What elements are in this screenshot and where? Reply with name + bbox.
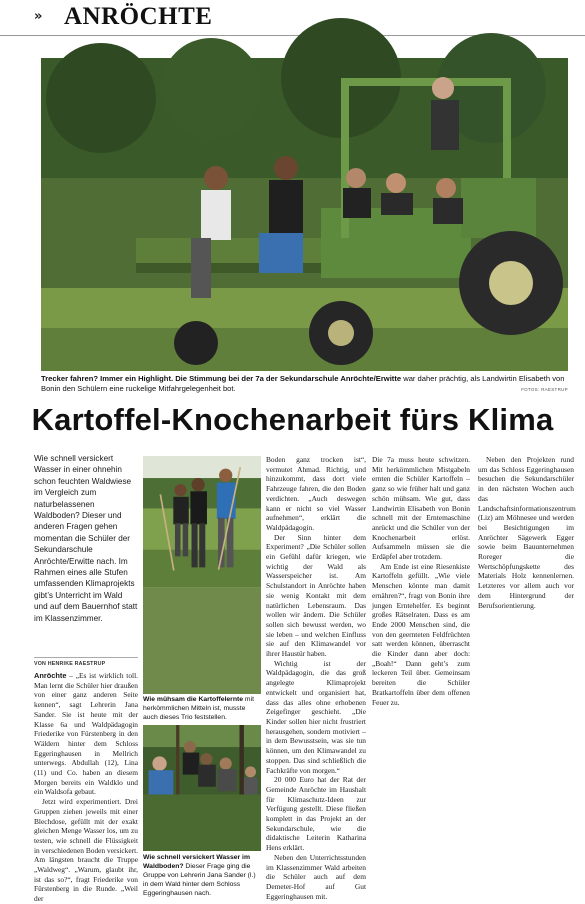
forest-photo-illustration — [143, 725, 261, 794]
harvest-photo-illustration — [143, 456, 261, 587]
body-column-3 — [372, 455, 470, 707]
paragraph: Neben den Projekten rund um das Schloss Eggeringhausen besuchen die Sekundarschüler in den nächsten Wochen auch das Landschaftsinformationszentrum (Liz) am Möhnesee und werden bei Besichtigungen im Anröchter Sägewerk Egger sowie beim Bauunternehmen Roreger die Wertschöpfungskette des Materials Holz kennenlernen. Letzteres vor allem auch vor dem Hintergrund der Berufsorientierung. — [478, 455, 576, 610]
section-header — [0, 0, 585, 36]
paragraph: Der Sinn hinter dem Experiment? „Die Schüler sollen ein Gefühl dafür kriegen, wie wichtig der Wald als Wasserspeicher ist. Am Schulstandort in Anröchte haben sie wenig Kontakt mit dem natürlichen Lebensraum. Das wollen wir ändern. Die Schüler sollen sich bewusst werden, wo sie leben – und welchen Einfluss sie auf den Klimawandel vor ihrer Haustür haben. — [266, 532, 366, 659]
paragraph: Die 7a muss heute schwitzen. Mit herkömmlichen Mistgabeln ernten die Schüler Kartoffeln – ganz so wie früher halt und ganz schön mühsam. Wie gut, dass Landwirtin Elisabeth von Bonin schnell mit der Erntemaschine anrückt und die Schüler von der Knochenarbeit erlöst. Aufsammeln müssen sie die Erdäpfel aber trotzdem. — [372, 455, 470, 562]
paragraph: Anröchte – „Es ist wirklich toll. Man lernt die Schüler hier draußen von einer ganz anderen Seite kennen“, sagt Lehrerin Jana Sander. Sie ist heute mit der Klasse 6a und Waldpädagogin Friederike von Fürstenberg in den Wäldern hinter dem Schloss Eggeringhausen in Mellrich unterwegs. Abdullah (12), Lina (11) und Co. haben an diesem Morgen bereits ein Waldklo und ein Waldsofa gebaut. — [34, 671, 138, 797]
paragraph: Neben den Unterrichtsstunden im Klassenzimmer Wald arbeiten die Schüler auch auf dem Demeter-Hof auf Gut Eggeringhausen mit. — [266, 852, 366, 901]
paragraph: 20 000 Euro hat der Rat der Gemeinde Anröchte im Haushalt für Klimaschutz-Ideen zur Verfügung gestellt. Diese fließen komplett in das Projekt an der Sekundarschule, wie die didaktische Leiterin Katharina Hens erklärt. — [266, 775, 366, 853]
tractor-photo-illustration — [41, 58, 568, 371]
forest-water-photo — [143, 725, 261, 851]
caption-bold: Trecker fahren? Immer ein Highlight. Die Stimmung bei der 7a der Sekundarschule Anröchte/Erwitte — [41, 374, 402, 383]
forest-photo-caption: Wie schnell versickert Wasser im Waldboden? Dieser Frage ging die Gruppe von Lehrerin Jana Sander (l.) in dem Wald hinter dem Schloss Eggeringhausen nach. — [143, 854, 256, 897]
body-column-2 — [266, 455, 366, 901]
potato-harvest-photo — [143, 456, 261, 694]
paragraph: Jetzt wird experimentiert. Drei Gruppen ziehen jeweils mit einer Blechdose, gefüllt mit der exakt gleichen Menge Wasser los, um zu testen, wie schnell die Flüssigkeit in verschiedenen Boden versickert. Am längsten braucht die Truppe „Waldweg“. „Warum, glaubt ihr, ist das so?“, fragt Friederike von Fürstenberg in die Runde. „Weil der — [34, 797, 138, 904]
body-column-4 — [478, 455, 574, 610]
paragraph: Am Ende ist eine Riesenkiste Kartoffeln gefüllt. „Wie viele Menschen könnte man damit ernähren?“, fragt von Bonin ihre jungen Erntehelfer. Es beginnt großes Rätselraten. Dass es am Ende 2000 Menschen sind, die von den geernteten Feldfrüchten satt werden können, überrascht die Kinder dann aber doch: „Boah!“ Dann geht’s zum leckeren Teil über. Gemeinsam bereiten die Schüler Bratkartoffeln über dem offenen Feuer zu. — [372, 561, 470, 707]
section-title: ANRÖCHTE — [64, 3, 213, 30]
photo-credit: FOTOS: RAESTRUP — [521, 387, 568, 392]
article-author: VON HENRIKE RAESTRUP — [34, 661, 106, 667]
main-photo-caption — [41, 374, 568, 394]
dateline: Anröchte — [34, 671, 67, 680]
chevron-icon: » — [34, 9, 43, 24]
paragraph: Wichtig ist der Waldpädagogin, die das groß angelegte Klimaprojekt entwickelt und organisiert hat, dass das alles ohne erhobenen Zeigefinger geschieht. „Die Kinder sollen hier nicht frustriert herausgehen, sondern motiviert – in dem Bewusstsein, was sie tun können, um den Klimawandel zu stoppen. Das sind schließlich die Fachkräfte von morgen.“ — [266, 658, 366, 775]
body-column-1 — [34, 671, 138, 904]
article-lead: Wie schnell versickert Wasser in einer ohnehin schon feuchten Waldwiese im Vergleich zum naturbelassenen Waldboden? Dieser und anderen Fragen gehen momentan die Schüler der Sekundarschule Anröchte/Erwitte nach. Im Rahmen eines alle Stufen umfassenden Klimaprojekts gibt’s Unterricht im Wald und auf dem Bauernhof statt im Klassenzimmer. — [34, 454, 138, 623]
article-headline: Kartoffel-Knochenarbeit fürs Klima — [31, 402, 554, 437]
author-divider — [34, 657, 138, 658]
harvest-photo-caption: Wie mühsam die Kartoffelernte mit herkömmlichen Mitteln ist, musste auch dieses Trio feststellen. — [143, 696, 254, 721]
paragraph: Boden ganz trocken ist“, vermutet Ahmad. Richtig, und hinzukommt, dass dort viele Fahrzeuge fahren, die den Boden verdichten. „Auch deswegen kann er nicht so viel Wasser aufnehmen“, erklärt die Waldpädagogin. — [266, 455, 366, 532]
caption-text: war daher prächtig, als Landwirtin Elisabeth von Bonin den Schülern eine ruckelige Mitfahrgelegenheit bot. — [41, 374, 565, 393]
main-photo — [41, 58, 568, 371]
